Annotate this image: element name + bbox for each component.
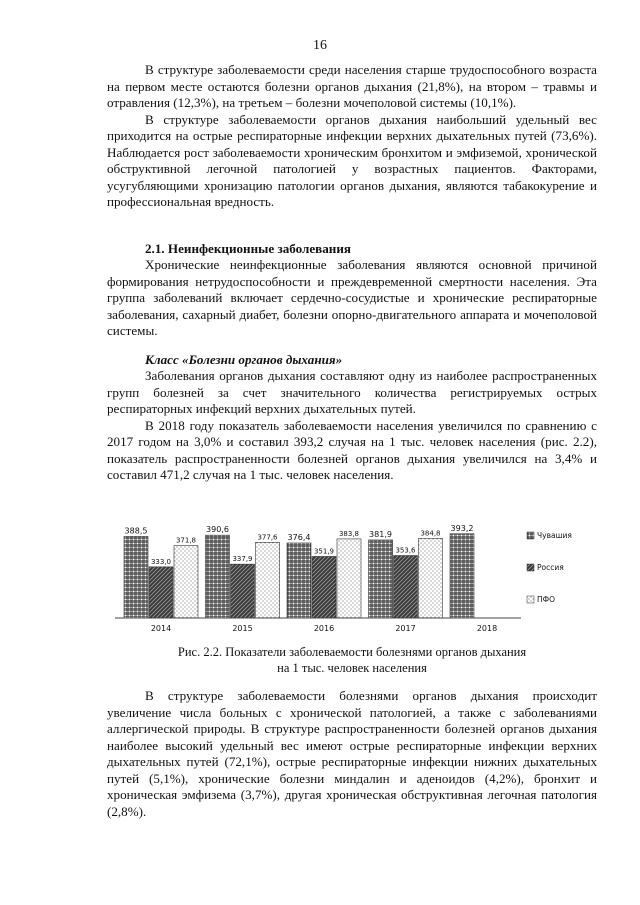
class-text: [107, 368, 597, 484]
paragraph: В структуре заболеваемости органов дыхания наибольший удельный вес приходится на острые респираторные инфекции верхних дыхательных путей (73,6%). Наблюдается рост заболеваемости хроническим бронхитом и эмфиземой, хронической обструктивной легочной патологией у возрастных пациентов. Факторами, усугубляющими хронизацию патологии органов дыхания, являются табакокурение и профессиональная вредность.: [107, 111, 597, 209]
bar-ПФО-2016: [337, 539, 361, 618]
bar-ПФО-2014: [174, 546, 198, 618]
bar-Россия-2014: [149, 567, 173, 618]
legend-swatch: [527, 532, 534, 539]
bars-group: [124, 524, 474, 618]
bar-ПФО-2015: [256, 542, 280, 618]
bar-Чувашия-2017: [369, 540, 393, 618]
paragraph: Хронические неинфекционные заболевания являются основной причиной формирования нетрудоспособности и преждевременной смертности населения. Эта группа заболеваний включает сердечно-сосудистые и хронические респираторные заболевания, сахарный диабет, болезни опорно-двигательного аппарата и мочеполовой системы.: [107, 257, 597, 338]
section-heading: 2.1. Неинфекционные заболевания: [145, 241, 351, 256]
x-tick-label: 2015: [232, 624, 253, 633]
caption-line-2: на 1 тыс. человек населения: [277, 660, 427, 675]
bar-Чувашия-2014: [124, 536, 148, 618]
bar-Россия-2017: [394, 556, 418, 618]
bottom-text: [107, 688, 597, 820]
figure-caption: [107, 645, 597, 676]
paragraph: В 2018 году показатель заболеваемости населения увеличился по сравнению с 2017 годом на 3,0% и составил 393,2 случая на 1 тыс. человек населения (рис. 2.2), показатель распространенности болезней органов дыхания увеличился на 3,4% и составил 471,2 случая на 1 тыс. человек населения.: [107, 417, 597, 482]
data-label: 381,9: [369, 529, 392, 539]
x-tick-labels: [151, 624, 497, 633]
legend-swatch: [527, 596, 534, 603]
data-label: 353,6: [395, 546, 416, 555]
bar-Чувашия-2018: [450, 534, 474, 618]
data-label: 371,8: [175, 536, 197, 545]
data-label: 337,9: [232, 555, 253, 564]
bar-ПФО-2017: [419, 538, 443, 618]
legend-label: ПФО: [537, 595, 555, 604]
bar-Россия-2016: [312, 556, 336, 618]
caption-line-1: Рис. 2.2. Показатели заболеваемости болезнями органов дыхания: [177, 645, 527, 659]
data-label: 333,0: [150, 557, 172, 566]
paragraph: В структуре заболеваемости среди населения старше трудоспособного возраста на первом месте остаются болезни органов дыхания (21,8%), на втором – травмы и отравления (12,3%), на третьем – болезни мочеполовой системы (10,1%).: [107, 62, 597, 110]
page-number: 16: [313, 38, 327, 53]
x-tick-label: 2014: [150, 624, 172, 633]
data-label: 376,4: [287, 532, 311, 542]
bar-chart: [110, 524, 600, 636]
legend-swatch: [527, 564, 534, 571]
bar-Россия-2015: [231, 564, 255, 618]
data-label: 384,8: [420, 529, 441, 538]
section-text: [107, 257, 597, 340]
class-heading: Класс «Болезни органов дыхания»: [145, 352, 343, 367]
legend-label: Чувашия: [537, 531, 572, 540]
data-label: 351,9: [313, 547, 335, 556]
data-label: 390,6: [206, 525, 229, 535]
x-tick-label: 2018: [476, 624, 498, 633]
x-tick-label: 2016: [313, 624, 335, 633]
intro-text: [107, 62, 597, 211]
x-tick-label: 2017: [395, 624, 416, 633]
data-label: 383,8: [338, 529, 360, 538]
bar-Чувашия-2015: [206, 535, 230, 618]
paragraph: В структуре заболеваемости болезнями органов дыхания происходит увеличение числа больных с хронической патологией, а также с заболеваниями аллергической природы. В структуре распространенности болезней органов дыхания наиболее высокий удельный вес имеют острые респираторные инфекции верхних дыхательных путей (72,1%), острые респираторные инфекции нижних дыхательных путей (5,1%), хронические болезни миндалин и аденоидов (4,2%), бронхит и хроническая эмфизема (3,7%), другая хроническая обструктивная легочная патология (2,8%).: [107, 688, 597, 819]
data-label: 393,2: [450, 524, 474, 533]
data-label: 388,5: [124, 526, 148, 536]
legend: [527, 531, 572, 604]
chart: [110, 524, 600, 636]
bar-Чувашия-2016: [287, 543, 311, 618]
paragraph: Заболевания органов дыхания составляют одну из наиболее распространенных групп болезней за счет значительного количества регистрируемых острых респираторных инфекций верхних дыхательных путей.: [107, 368, 597, 416]
data-label: 377,6: [257, 533, 278, 542]
legend-label: Россия: [537, 563, 564, 572]
